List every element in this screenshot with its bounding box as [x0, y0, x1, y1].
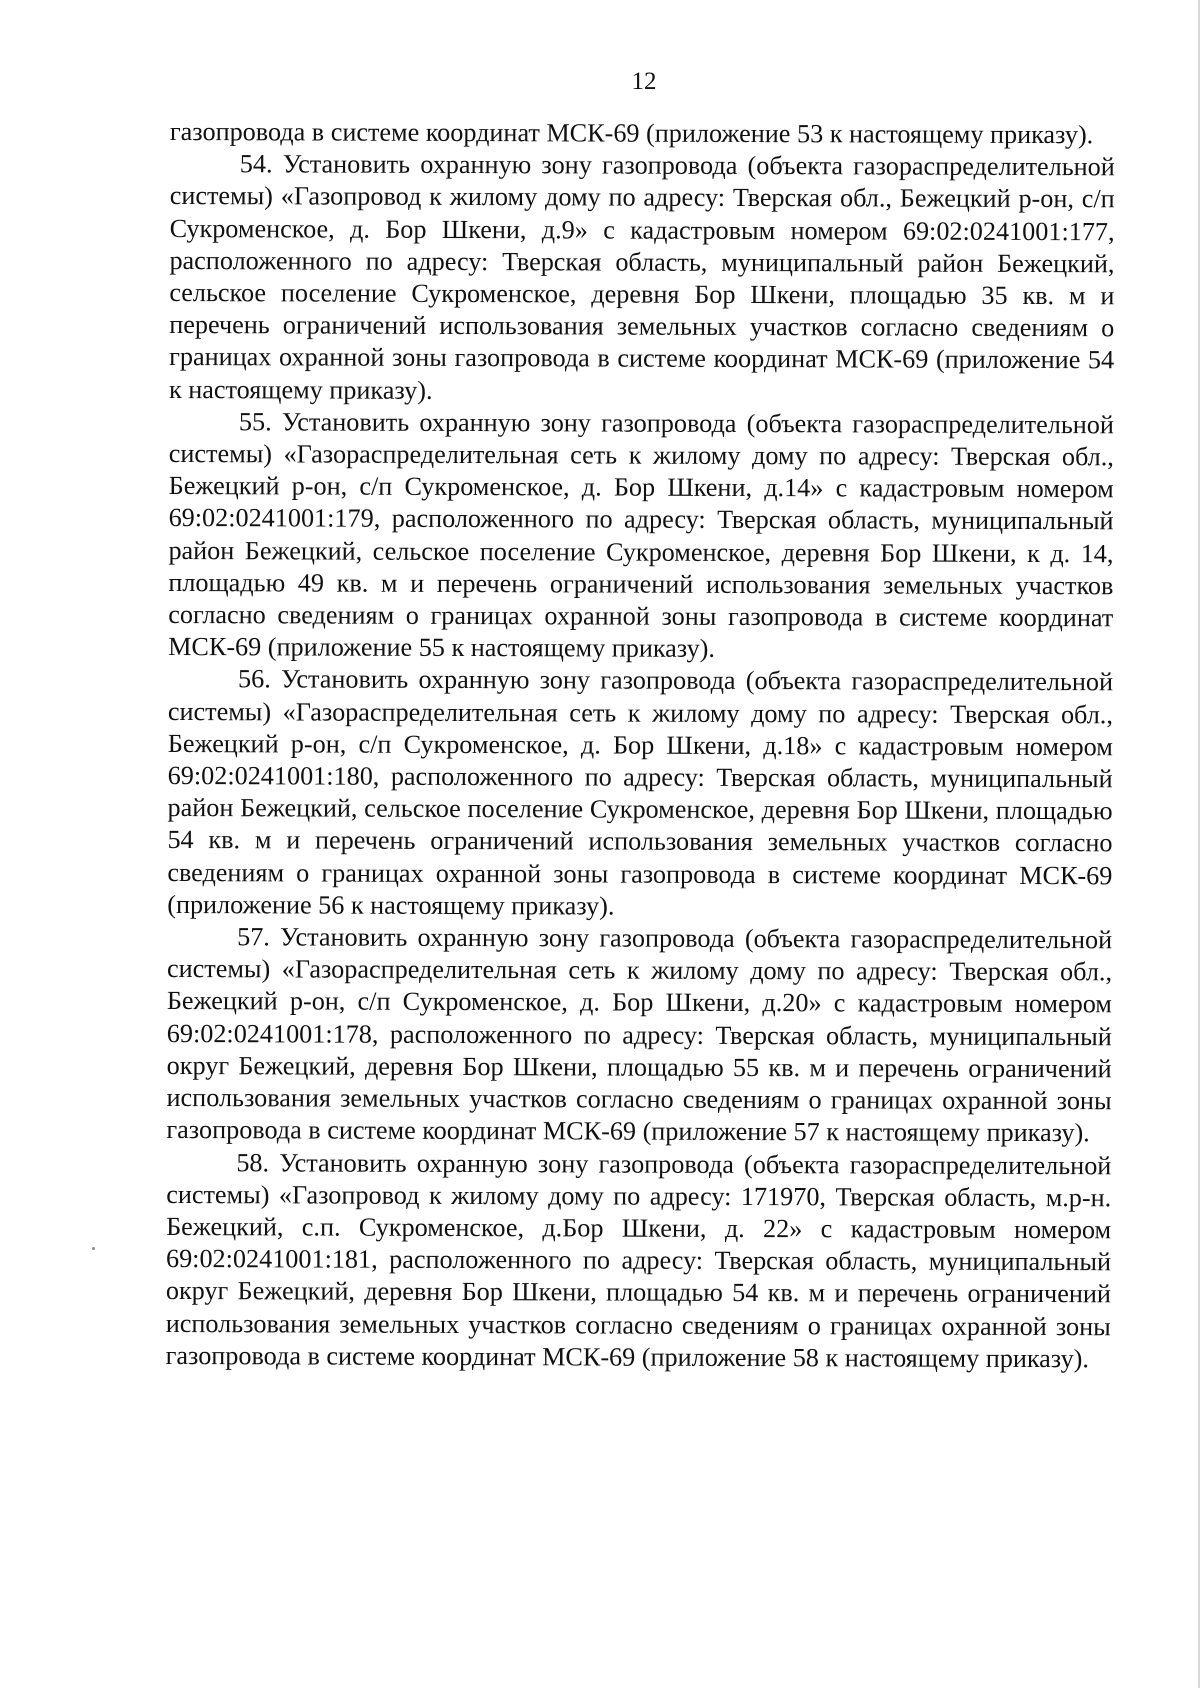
document-body [166, 116, 1115, 1375]
paragraph-item-57: 57. Установить охранную зону газопровода (объекта газораспределительной системы) «Газораспределительная сеть к жилому дому по адресу: Тверская обл., Бежецкий р-он, с/п Сукроменское, д. Бор Шкени, д.20» с кадастровым номером 69:02:0241001:178, расположенного по адресу: Тверская область, муниципальный округ Бежецкий, деревня Бор Шкени, площадью 55 кв. м и перечень ограничений использования земельных участков согласно сведениям о границах охранной зоны газопровода в системе координат МСК-69 (приложение 57 к настоящему приказу). [166, 922, 1113, 1148]
scan-speck [92, 1247, 95, 1250]
paragraph-continuation: газопровода в системе координат МСК-69 (приложение 53 к настоящему приказу). [169, 116, 1094, 150]
page-number: 12 [631, 68, 657, 95]
paragraph-item-55: 55. Установить охранную зону газопровода (объекта газораспределительной системы) «Газораспределительная сеть к жилому дому по адресу: Тверская обл., Бежецкий р-он, с/п Сукроменское, д. Бор Шкени, д.14» с кадастровым номером 69:02:0241001:179, расположенного по адресу: Тверская область, муниципальный район Бежецкий, сельское поселение Сукроменское, деревня Бор Шкени, к д. 14, площадью 49 кв. м и перечень ограничений использования земельных участков согласно сведениям о границах охранной зоны газопровода в системе координат МСК-69 (приложение 55 к настоящему приказу). [168, 407, 1114, 664]
paragraph-item-56: 56. Установить охранную зону газопровода (объекта газораспределительной системы) «Газораспределительная сеть к жилому дому по адресу: Тверская обл., Бежецкий р-он, с/п Сукроменское, д. Бор Шкени, д.18» с кадастровым номером 69:02:0241001:180, расположенного по адресу: Тверская область, муниципальный район Бежецкий, сельское поселение Сукроменское, деревня Бор Шкени, площадью 54 кв. м и перечень ограничений использования земельных участков согласно сведениям о границах охранной зоны газопровода в системе координат МСК-69 (приложение 56 к настоящему приказу). [167, 664, 1114, 921]
paragraph-item-58: 58. Установить охранную зону газопровода (объекта газораспределительной системы) «Газопровод к жилому дому по адресу: 171970, Тверская область, м.р-н. Бежецкий, с.п. Сукроменское, д.Бор Шкени, д. 22» с кадастровым номером 69:02:0241001:181, расположенного по адресу: Тверская область, муниципальный округ Бежецкий, деревня Бор Шкени, площадью 54 кв. м и перечень ограничений использования земельных участков согласно сведениям о границах охранной зоны газопровода в системе координат МСК-69 (приложение 58 к настоящему приказу). [165, 1147, 1112, 1373]
paragraph-item-54: 54. Установить охранную зону газопровода (объекта газораспределительной системы) «Газопровод к жилому дому по адресу: Тверская обл., Бежецкий р-он, с/п Сукроменское, д. Бор Шкени, д.9» с кадастровым номером 69:02:0241001:177, расположенного по адресу: Тверская область, муниципальный район Бежецкий, сельское поселение Сукроменское, деревня Бор Шкени, площадью 35 кв. м и перечень ограничений использования земельных участков согласно сведениям о границах охранной зоны газопровода в системе координат МСК-69 (приложение 54 к настоящему приказу). [168, 149, 1115, 405]
